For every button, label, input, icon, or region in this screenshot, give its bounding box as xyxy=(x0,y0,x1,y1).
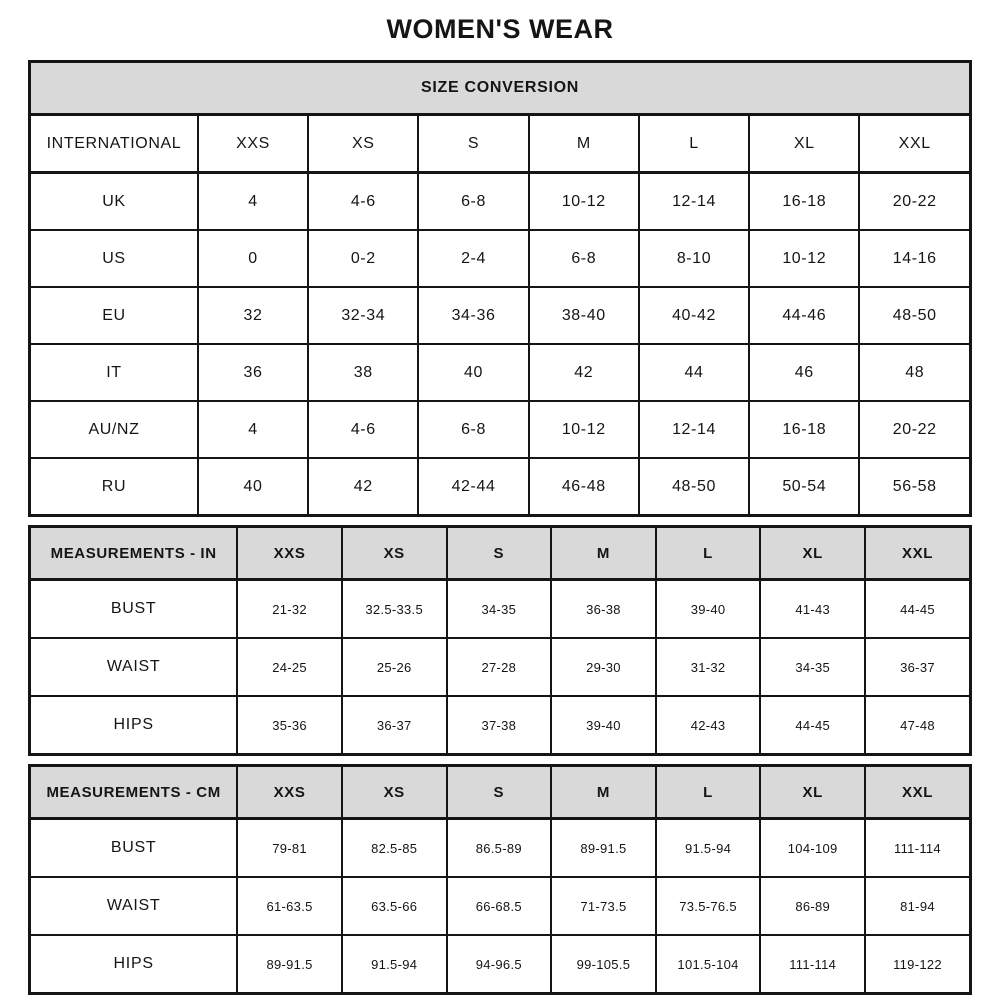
measurements-in-header-row xyxy=(30,527,971,580)
size-value: 12-14 xyxy=(639,401,749,458)
table-row-waist-in xyxy=(30,638,971,696)
size-column-header: XXL xyxy=(865,527,971,580)
measurement-value: 79-81 xyxy=(237,819,342,878)
measurement-value: 86.5-89 xyxy=(447,819,552,878)
size-value: 38 xyxy=(308,344,418,401)
measurement-value: 25-26 xyxy=(342,638,447,696)
row-label: IT xyxy=(30,344,198,401)
size-value: 4 xyxy=(198,401,308,458)
table-row-us xyxy=(30,230,971,287)
measurement-value: 94-96.5 xyxy=(447,935,552,994)
size-value: 16-18 xyxy=(749,173,859,231)
size-value: 40-42 xyxy=(639,287,749,344)
size-value: 4-6 xyxy=(308,173,418,231)
measurement-value: 66-68.5 xyxy=(447,877,552,935)
measurement-value: 63.5-66 xyxy=(342,877,447,935)
size-value: 12-14 xyxy=(639,173,749,231)
measurement-value: 42-43 xyxy=(656,696,761,755)
measurement-value: 39-40 xyxy=(656,580,761,639)
measurement-value: 44-45 xyxy=(865,580,971,639)
size-value: 56-58 xyxy=(859,458,970,516)
measurement-value: 21-32 xyxy=(237,580,342,639)
measurement-value: 71-73.5 xyxy=(551,877,656,935)
measurement-value: 27-28 xyxy=(447,638,552,696)
measurement-value: 119-122 xyxy=(865,935,971,994)
size-value: 32-34 xyxy=(308,287,418,344)
table-row-hips-cm xyxy=(30,935,971,994)
size-value: 46 xyxy=(749,344,859,401)
size-value: 4-6 xyxy=(308,401,418,458)
table-row-bust-in xyxy=(30,580,971,639)
table-row-bust-cm xyxy=(30,819,971,878)
size-value: 44-46 xyxy=(749,287,859,344)
row-label: BUST xyxy=(30,819,238,878)
measurement-value: 111-114 xyxy=(760,935,865,994)
size-column-header: XL xyxy=(749,115,859,173)
table-row-hips-in xyxy=(30,696,971,755)
row-label: WAIST xyxy=(30,877,238,935)
measurement-value: 47-48 xyxy=(865,696,971,755)
size-value: 44 xyxy=(639,344,749,401)
measurement-value: 37-38 xyxy=(447,696,552,755)
measurements-cm-title: MEASUREMENTS - CM xyxy=(30,766,238,819)
size-conversion-title: SIZE CONVERSION xyxy=(30,62,971,115)
size-column-header: S xyxy=(447,766,552,819)
measurement-value: 81-94 xyxy=(865,877,971,935)
size-value: 40 xyxy=(418,344,528,401)
measurement-value: 44-45 xyxy=(760,696,865,755)
size-column-header: XS xyxy=(308,115,418,173)
size-value: 2-4 xyxy=(418,230,528,287)
size-column-header: XXS xyxy=(237,766,342,819)
size-column-header: XL xyxy=(760,527,865,580)
row-label: RU xyxy=(30,458,198,516)
size-column-header: M xyxy=(529,115,639,173)
measurement-value: 99-105.5 xyxy=(551,935,656,994)
size-value: 32 xyxy=(198,287,308,344)
measurements-in-table xyxy=(28,525,972,756)
size-value: 10-12 xyxy=(749,230,859,287)
size-value: 10-12 xyxy=(529,401,639,458)
size-value: 48-50 xyxy=(859,287,970,344)
row-label: AU/NZ xyxy=(30,401,198,458)
measurement-value: 91.5-94 xyxy=(342,935,447,994)
size-value: 0-2 xyxy=(308,230,418,287)
size-value: 0 xyxy=(198,230,308,287)
size-value: 16-18 xyxy=(749,401,859,458)
size-column-header: XXL xyxy=(865,766,971,819)
row-label: UK xyxy=(30,173,198,231)
size-column-header: XXS xyxy=(198,115,308,173)
table-row-eu xyxy=(30,287,971,344)
size-value: 40 xyxy=(198,458,308,516)
size-value: 10-12 xyxy=(529,173,639,231)
table-row-uk xyxy=(30,173,971,231)
measurement-value: 104-109 xyxy=(760,819,865,878)
measurement-value: 41-43 xyxy=(760,580,865,639)
size-column-header: S xyxy=(447,527,552,580)
size-value: 42 xyxy=(529,344,639,401)
table-row-ru xyxy=(30,458,971,516)
table-row-aunz xyxy=(30,401,971,458)
size-column-header: XXL xyxy=(859,115,970,173)
size-column-header: M xyxy=(551,766,656,819)
measurement-value: 101.5-104 xyxy=(656,935,761,994)
size-conversion-table xyxy=(28,60,972,517)
table-row-waist-cm xyxy=(30,877,971,935)
size-column-header: L xyxy=(656,527,761,580)
size-column-header: L xyxy=(639,115,749,173)
size-value: 38-40 xyxy=(529,287,639,344)
measurement-value: 36-37 xyxy=(342,696,447,755)
row-label: HIPS xyxy=(30,696,238,755)
size-value: 34-36 xyxy=(418,287,528,344)
row-label: US xyxy=(30,230,198,287)
size-column-header: M xyxy=(551,527,656,580)
size-value: 6-8 xyxy=(418,401,528,458)
table-row-it xyxy=(30,344,971,401)
size-column-header: L xyxy=(656,766,761,819)
size-value: 14-16 xyxy=(859,230,970,287)
page-title: WOMEN'S WEAR xyxy=(386,14,614,44)
measurement-value: 61-63.5 xyxy=(237,877,342,935)
measurements-cm-header-row xyxy=(30,766,971,819)
measurement-value: 31-32 xyxy=(656,638,761,696)
measurement-value: 35-36 xyxy=(237,696,342,755)
size-column-header: XXS xyxy=(237,527,342,580)
row-label: BUST xyxy=(30,580,238,639)
measurement-value: 86-89 xyxy=(760,877,865,935)
measurement-value: 39-40 xyxy=(551,696,656,755)
size-value: 36 xyxy=(198,344,308,401)
measurement-value: 34-35 xyxy=(760,638,865,696)
measurement-value: 29-30 xyxy=(551,638,656,696)
size-value: 46-48 xyxy=(529,458,639,516)
measurement-value: 73.5-76.5 xyxy=(656,877,761,935)
size-column-header: XL xyxy=(760,766,865,819)
measurement-value: 34-35 xyxy=(447,580,552,639)
row-label: EU xyxy=(30,287,198,344)
measurement-value: 82.5-85 xyxy=(342,819,447,878)
size-value: 20-22 xyxy=(859,173,970,231)
size-column-header: XS xyxy=(342,527,447,580)
size-value: 20-22 xyxy=(859,401,970,458)
row-label: WAIST xyxy=(30,638,238,696)
measurements-in-title: MEASUREMENTS - IN xyxy=(30,527,238,580)
measurement-value: 32.5-33.5 xyxy=(342,580,447,639)
measurement-value: 24-25 xyxy=(237,638,342,696)
size-value: 50-54 xyxy=(749,458,859,516)
measurement-value: 36-37 xyxy=(865,638,971,696)
size-value: 4 xyxy=(198,173,308,231)
size-value: 48 xyxy=(859,344,970,401)
size-value: 6-8 xyxy=(418,173,528,231)
international-header-row xyxy=(30,115,971,173)
size-value: 8-10 xyxy=(639,230,749,287)
size-value: 42-44 xyxy=(418,458,528,516)
measurement-value: 36-38 xyxy=(551,580,656,639)
size-value: 48-50 xyxy=(639,458,749,516)
measurement-value: 91.5-94 xyxy=(656,819,761,878)
size-value: 6-8 xyxy=(529,230,639,287)
size-column-header: S xyxy=(418,115,528,173)
size-column-header: XS xyxy=(342,766,447,819)
size-value: 42 xyxy=(308,458,418,516)
measurement-value: 89-91.5 xyxy=(551,819,656,878)
corner-label: INTERNATIONAL xyxy=(30,115,198,173)
measurement-value: 89-91.5 xyxy=(237,935,342,994)
row-label: HIPS xyxy=(30,935,238,994)
measurement-value: 111-114 xyxy=(865,819,971,878)
size-conversion-banner-row xyxy=(30,62,971,115)
measurements-cm-table xyxy=(28,764,972,995)
